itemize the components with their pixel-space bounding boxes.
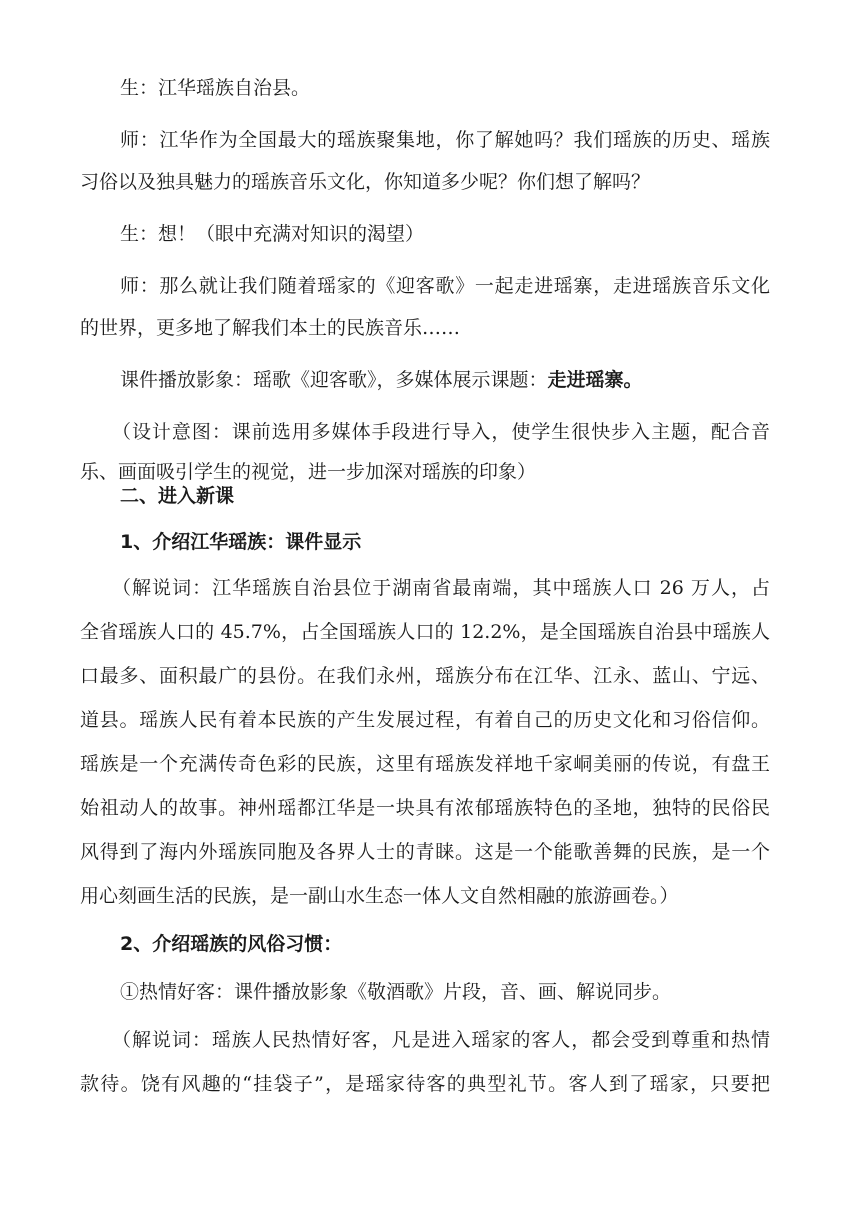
courseware-line [0, 360, 860, 400]
narration-line: 全省瑶族人口的 45.7%，占全国瑶族人口的 12.2%，是全国瑶族自治县中瑶族人 [80, 621, 770, 643]
dialogue-line: 习俗以及独具魅力的瑶族音乐文化，你知道多少呢？你们想了解吗？ [80, 171, 651, 193]
custom-item-line: ①热情好客：课件播放影象《敬酒歌》片段，音、画、解说同步。 [120, 981, 672, 1003]
narration-line: （解说词：江华瑶族自治县位于湖南省最南端，其中瑶族人口 26 万人，占 [112, 577, 770, 599]
dialogue-line: 师：那么就让我们随着瑶家的《迎客歌》一起走进瑶寨，走进瑶族音乐文化 [120, 275, 770, 297]
dialogue-line: 师：江华作为全国最大的瑶族聚集地，你了解她吗？我们瑶族的历史、瑶族 [120, 129, 770, 151]
narration-line: 瑶族是一个充满传奇色彩的民族，这里有瑶族发祥地千家峒美丽的传说，有盘王 [80, 753, 770, 775]
section-heading: 二、进入新课 [120, 485, 235, 507]
dialogue-line: 生：江华瑶族自治县。 [120, 77, 311, 99]
narration-line: 口最多、面积最广的县份。在我们永州，瑶族分布在江华、江永、蓝山、宁远、 [80, 665, 770, 687]
narration-line: （解说词：瑶族人民热情好客，凡是进入瑶家的客人，都会受到尊重和热情 [112, 1029, 770, 1051]
design-intent-line: 乐、画面吸引学生的视觉，进一步加深对瑶族的印象） [80, 461, 537, 483]
narration-line: 道县。瑶族人民有着本民族的产生发展过程，有着自己的历史文化和习俗信仰。 [80, 709, 770, 731]
lesson-title: 走进瑶寨。 [547, 369, 643, 391]
narration-line: 始祖动人的故事。神州瑶都江华是一块具有浓郁瑶族特色的圣地，独特的民俗民 [80, 797, 770, 819]
subsection-heading: 1、介绍江华瑶族：课件显示 [120, 531, 362, 553]
narration-line: 风得到了海内外瑶族同胞及各界人士的青睐。这是一个能歌善舞的民族，是一个 [80, 841, 770, 863]
courseware-text: 课件播放影象：瑶歌《迎客歌》，多媒体展示课题： [120, 369, 548, 391]
narration-line: 用心刻画生活的民族，是一副山水生态一体人文自然相融的旅游画卷。） [80, 885, 679, 907]
narration-line: 款待。饶有风趣的“挂袋子”，是瑶家待客的典型礼节。客人到了瑶家，只要把 [80, 1073, 770, 1095]
dialogue-line: 生：想！（眼中充满对知识的渴望） [120, 223, 425, 245]
subsection-heading: 2、介绍瑶族的风俗习惯： [120, 933, 343, 955]
dialogue-line: 的世界，更多地了解我们本土的民族音乐…… [80, 317, 461, 339]
design-intent-line: （设计意图：课前选用多媒体手段进行导入，使学生很快步入主题，配合音 [112, 421, 770, 443]
